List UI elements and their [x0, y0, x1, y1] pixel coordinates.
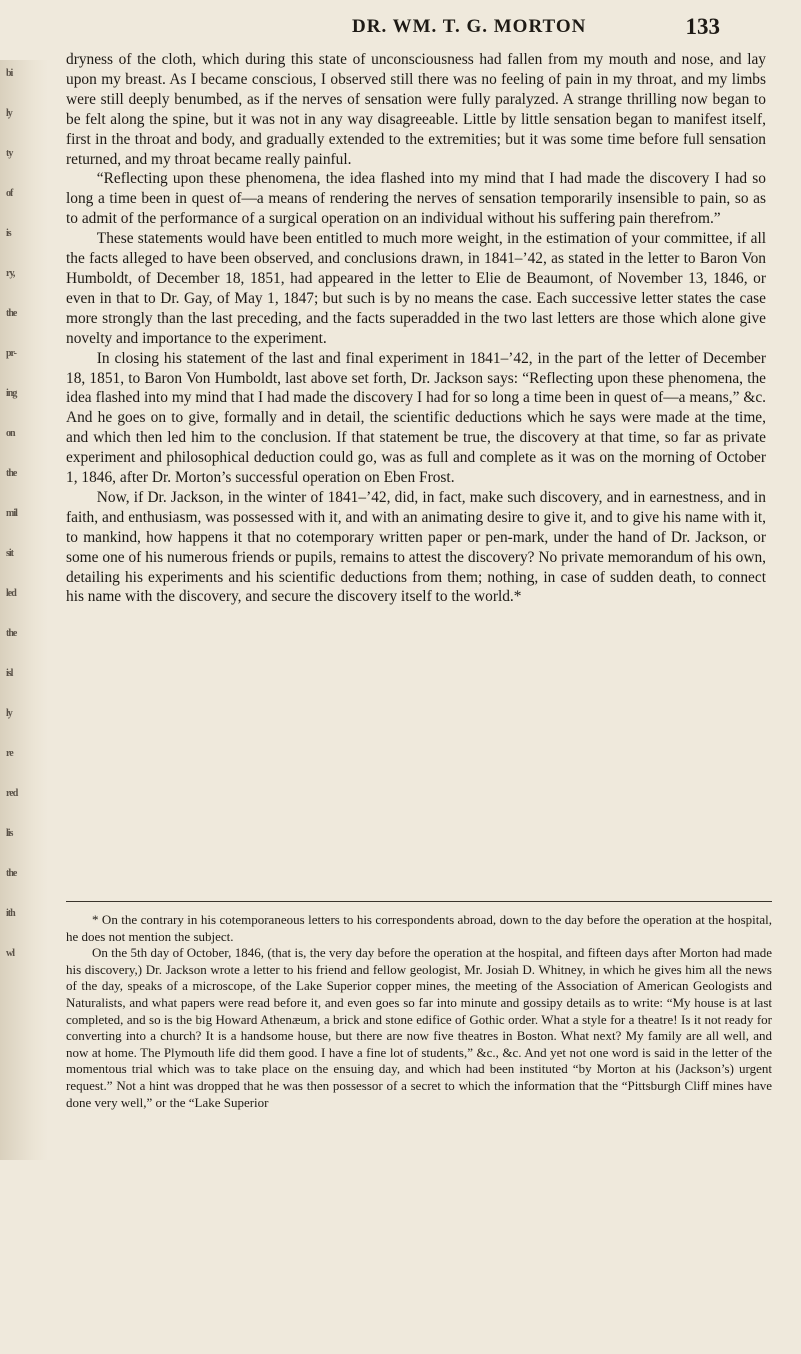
gutter-mark: mil — [6, 508, 17, 519]
paragraph: These statements would have been entitled to much more weight, in the estimation of your committee, if all the facts alleged to have been observed, and conclusions drawn, in 1841–’42, as stated in the letter to Baron Von Humboldt, of December 18, 1851, had appeared in the letter to Elie de Beaumont, of November 13, 1846, or even in that to Dr. Gay, of May 1, 1847; but such is by no means the case. Each successive letter states the case more strongly than the last preceding, and the facts superadded in the two last letters are those which alone give novelty and importance to the experiment. — [66, 230, 766, 347]
gutter-mark: ith — [6, 908, 15, 919]
paragraph: Now, if Dr. Jackson, in the winter of 1841–’42, did, in fact, make such discovery, and in earnestness, and in faith, and enthusiasm, was possessed with it, and with an animating desire to give it, and to give his name with it, to mankind, how happens it that no cotemporary written paper or pen-mark, under the hand of Dr. Jackson, or some one of his numerous friends or pupils, remains to attest the discovery? No private memorandum of his own, detailing his experiments and his scientific deductions from them; nothing, in case of sudden death, to connect his name with the discovery, and secure the discovery itself to the world.* — [66, 488, 766, 606]
facing-page-gutter — [0, 60, 48, 1160]
gutter-mark: the — [6, 868, 17, 879]
gutter-mark: lis — [6, 828, 13, 839]
gutter-mark: sit — [6, 548, 13, 559]
footnotes — [66, 912, 772, 1111]
gutter-mark: ry, — [6, 268, 15, 279]
gutter-mark: isl — [6, 668, 13, 679]
footnote: On the 5th day of October, 1846, (that is, the very day before the operation at the hospital, and fifteen days after Morton had made his discovery,) Dr. Jackson wrote a letter to his friend and fellow geologist, Mr. Josiah D. Whitney, in which he gives him all the news of the day, speaks of a microscope, of the Lake Superior copper mines, the meeting of the Association of American Geologists and Naturalists, and what papers were read before it, and even goes so far into minute and gossipy details as to write: “My house is at last completed, and so is the big Howard Athenæum, a brick and stone edifice of Gothic order. What a style for a theatre! Is it not ready for converting into a church? It is a handsome house, but there are now five theatres in Boston. What next? My family are all well, and now at home. The Plymouth life did them good. I have a fine lot of students,” &c., &c. And yet not one word is said in the letter of the momentous trial which was to take place on the ensuing day, and which had been instituted “by Morton at his (Jackson’s) urgent request.” Not a hint was dropped that he was then possessor of a secret to which the information that the “Pittsburgh Cliff mines have done very well,” or the “Lake Superior — [66, 945, 772, 1110]
paragraph: dryness of the cloth, which during this state of unconsciousness had fallen from my mouth and nose, and lay upon my breast. As I became conscious, I observed still there was no feeling of pain in my throat, and my limbs were still deeply benumbed, as if the nerves of sensation were fully paralyzed. A strange thrilling now began to be felt along the spine, but it was not in any way disagreeable. Little by little sensation began to manifest itself, first in the throat and body, and gradually extended to the extremities; but it was some time before full sensation returned, and my throat became really painful. — [66, 51, 766, 168]
gutter-mark: wl — [6, 948, 14, 959]
running-header — [300, 14, 720, 42]
gutter-mark: on — [6, 428, 15, 439]
gutter-mark: ly — [6, 108, 12, 119]
gutter-mark: is — [6, 228, 11, 239]
paragraph: “Reflecting upon these phenomena, the idea flashed into my mind that I had made the discovery I had so long a time been in quest of—a means of rendering the nerves of sensation temporarily insensible to pain, so as to admit of the performance of a surgical operation on an individual without his suffering pain therefrom.” — [66, 170, 766, 228]
running-title: DR. WM. T. G. MORTON — [352, 16, 587, 37]
footnote-rule — [66, 901, 772, 902]
page-number: 133 — [685, 14, 720, 39]
paragraph: In closing his statement of the last and final experiment in 1841–’42, in the part of the letter of December 18, 1851, to Baron Von Humboldt, last above set forth, Dr. Jackson says: “Reflecting upon these phenomena, the idea flashed into my mind that I had made the discovery I had for so long a time been in quest of—a means,” &c. And he goes on to give, formally and in detail, the scientific deductions which he says were made at the time, and which then led him to the conclusion. If that statement be true, the discovery at that time, so far as private experiment and philosophical deduction could go, was as full and complete as it was on the morning of October 1, 1846, after Dr. Morton’s successful operation on Eben Frost. — [66, 349, 766, 487]
gutter-mark: ty — [6, 148, 13, 159]
gutter-mark: led — [6, 588, 16, 599]
gutter-mark: re — [6, 748, 13, 759]
gutter-mark: the — [6, 308, 17, 319]
gutter-mark: ly — [6, 708, 12, 719]
gutter-mark: red — [6, 788, 18, 799]
gutter-mark: ing — [6, 388, 17, 399]
gutter-mark: bi — [6, 68, 13, 79]
gutter-mark: the — [6, 468, 17, 479]
body-text — [66, 50, 766, 607]
gutter-mark: pr- — [6, 348, 16, 359]
footnote: * On the contrary in his cotemporaneous letters to his correspondents abroad, down to the day before the operation at the hospital, he does not mention the subject. — [66, 912, 772, 944]
gutter-mark: the — [6, 628, 17, 639]
gutter-mark: of — [6, 188, 13, 199]
